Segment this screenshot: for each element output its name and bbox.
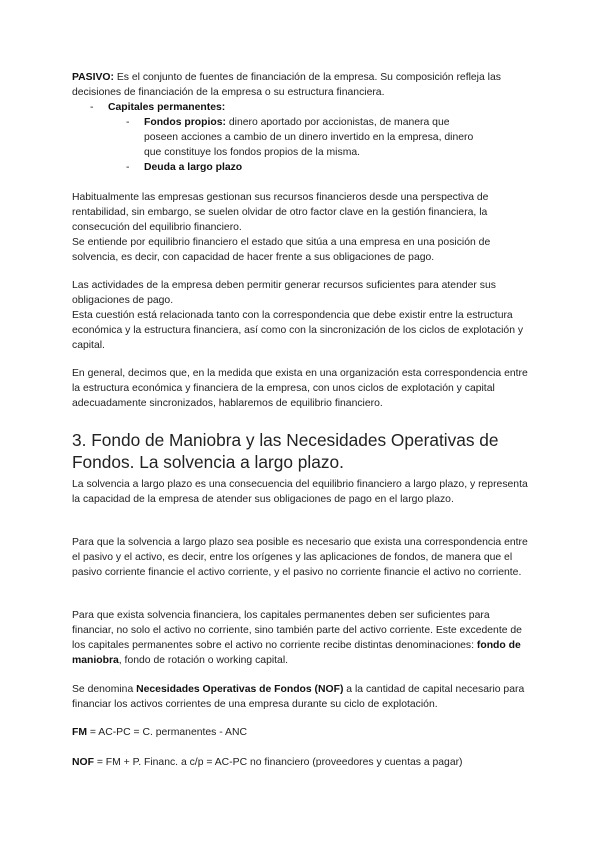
fm-text: Para que exista solvencia financiera, los capitales permanentes deben ser suficientes para financiar, no solo el activo no corriente, sino también parte del activo corriente. Este excedente de los capitales permanentes sobre el activo no corriente recibe distintas denominaciones: bbox=[72, 610, 522, 651]
paragraph-actividades: Las actividades de la empresa deben permitir generar recursos suficientes para atender sus obligaciones de pago. bbox=[72, 280, 496, 306]
fm-label: FM bbox=[72, 727, 88, 738]
pasivo-text: Es el conjunto de fuentes de financiación de la empresa. Su composición refleja las decisiones de financiación de la empresa o su estructura financiera. bbox=[72, 72, 501, 98]
fm-formula-text: = AC-PC = C. permanentes - ANC bbox=[87, 727, 247, 738]
nof-formula-text: = FM + P. Financ. a c/p = AC-PC no financiero (proveedores y cuentas a pagar) bbox=[93, 757, 463, 768]
paragraph-pasivo-activo: Para que la solvencia a largo plazo sea posible es necesario que exista una correspondencia entre el pasivo y el activo, es decir, entre los orígenes y las aplicaciones de fondos, de manera que el pasivo corriente financie el activo corriente, y el pasivo no corriente financie el activo no corriente. bbox=[72, 537, 528, 578]
nof-term-bold: Necesidades Operativas de Fondos (NOF) bbox=[136, 684, 344, 695]
paragraph-solvencia: La solvencia a largo plazo es una consecuencia del equilibrio financiero a largo plazo, y representa la capacidad de la empresa de atender sus obligaciones de pago en el largo plazo. bbox=[72, 479, 528, 505]
fm-formula bbox=[72, 725, 532, 740]
fondos-term: Fondos propios: bbox=[144, 117, 226, 128]
nof-label: NOF bbox=[72, 757, 94, 768]
list-dash: - bbox=[126, 162, 130, 173]
list-dash: - bbox=[90, 102, 94, 113]
section-heading: 3. Fondo de Maniobra y las Necesidades Operativas de Fondos. La solvencia a largo plazo. bbox=[72, 430, 499, 472]
nof-intro: Se denomina bbox=[72, 684, 137, 695]
list-dash: - bbox=[126, 117, 130, 128]
fm-tail: , fondo de rotación o working capital. bbox=[118, 655, 289, 666]
paragraph-correspondencia: Esta cuestión está relacionada tanto con la correspondencia que debe existir entre la estructura económica y la estructura financiera, así como con la sincronización de los ciclos de explotación y capital. bbox=[72, 310, 524, 351]
paragraph-nof bbox=[72, 682, 532, 712]
paragraph-fondo-maniobra bbox=[72, 608, 532, 668]
paragraph-equilibrio: Se entiende por equilibrio financiero el estado que sitúa a una empresa en una posición de solvencia, es decir, con capacidad de hacer frente a sus obligaciones de pago. bbox=[72, 237, 491, 263]
deuda-label: Deuda a largo plazo bbox=[144, 162, 243, 173]
fondos-text-block bbox=[144, 115, 484, 160]
paragraph-general: En general, decimos que, en la medida que exista en una organización esta correspondencia entre la estructura económica y financiera de la empresa, con unos ciclos de explotación y capital adecuadamente sincronizados, hablaremos de equilibrio financiero. bbox=[72, 368, 528, 409]
pasivo-term: PASIVO: bbox=[72, 72, 114, 83]
capitales-label: Capitales permanentes: bbox=[108, 102, 226, 113]
pasivo-paragraph bbox=[72, 70, 532, 100]
fondos-text: dinero aportado por accionistas, de manera que poseen acciones a cambio de un dinero invertido en la empresa, dinero que constituye los fondos propios de la misma. bbox=[144, 117, 474, 158]
nof-tail: a la cantidad de capital necesario para financiar los activos corrientes de una empresa durante su ciclo de explotación. bbox=[72, 684, 525, 710]
nof-formula bbox=[72, 755, 532, 770]
paragraph-rentabilidad: Habitualmente las empresas gestionan sus recursos financieros desde una perspectiva de rentabilidad, sin embargo, se suelen olvidar de otro factor clave en la gestión financiera, la consecución del equilibrio financiero. bbox=[72, 192, 489, 233]
fondo-maniobra-term: fondo de maniobra bbox=[72, 640, 521, 666]
